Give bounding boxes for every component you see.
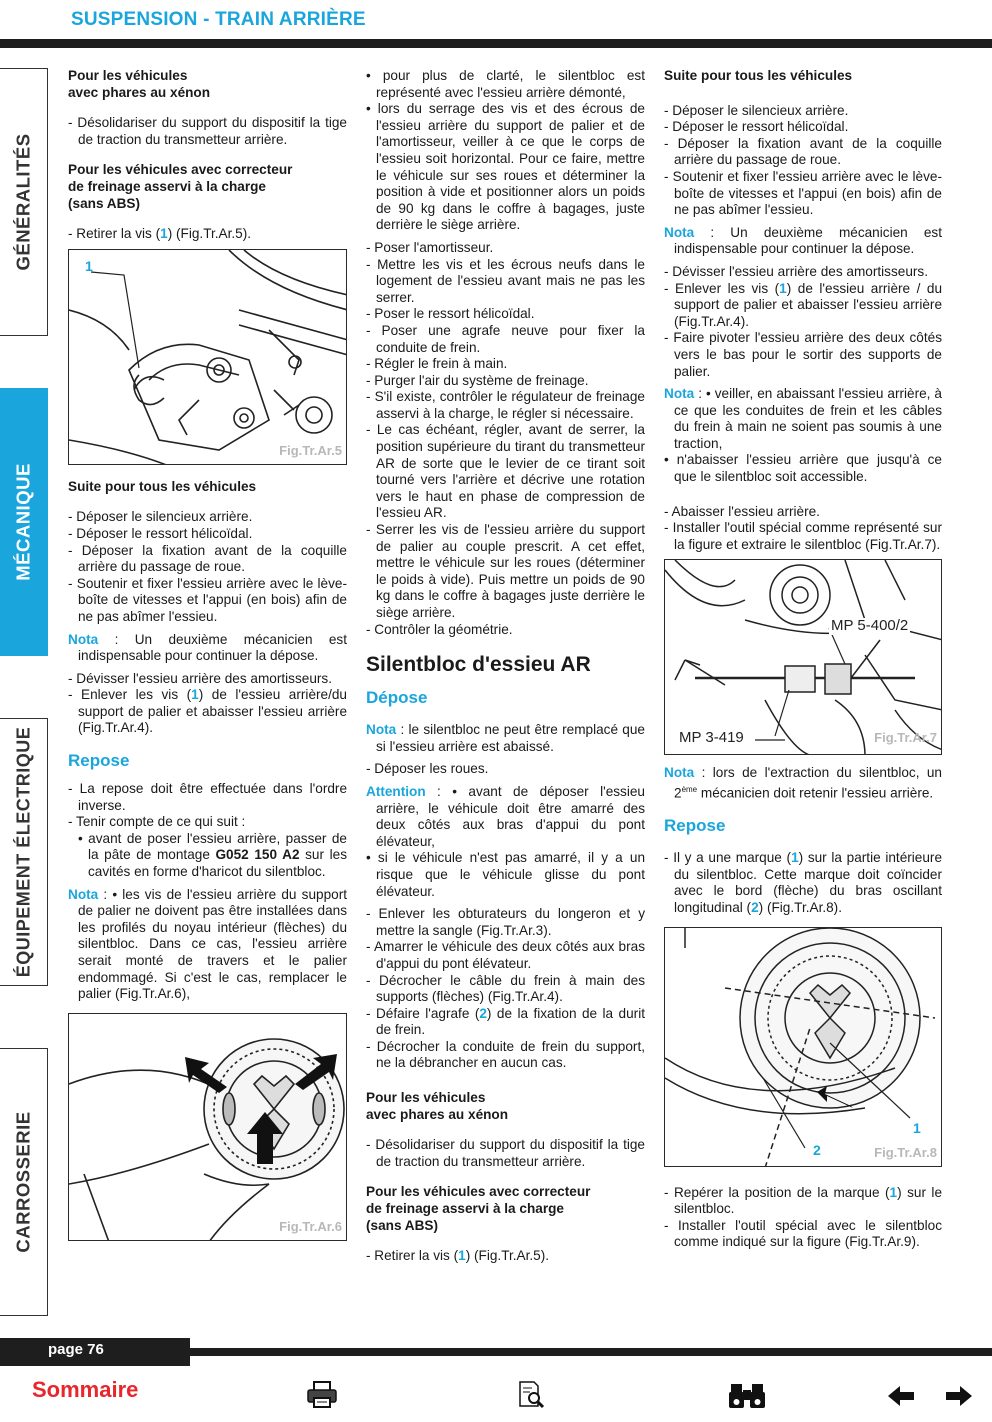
heading-xenon: Pour les véhicules xyxy=(366,1090,486,1106)
sommaire-link[interactable]: Sommaire xyxy=(32,1377,139,1402)
fig8-caption: Fig.Tr.Ar.8 xyxy=(874,1144,937,1160)
page-number: page 76 xyxy=(48,1341,104,1358)
step-pivoter: - Faire pivoter l'essieu arrière des deux côtés vers le bas pour le sortir des supports de palier. xyxy=(664,330,942,379)
step-agrafe: - Défaire l'agrafe (2) de la fixation de la durit de frein. xyxy=(366,1005,645,1038)
heading-correcteur-3: (sans ABS) xyxy=(366,1217,439,1233)
step-9: - Serrer les vis de l'essieu arrière du support de palier au couple prescrit. A cet effet, mettre le véhicule sur les roues (déterminer le poids à vide). Puis mettre un poids de 90 kg dans le coffre à bagages juste derrière le siège arrière. xyxy=(366,522,645,620)
step-4: - Poser une agrafe neuve pour fixer la conduite de frein. xyxy=(366,322,645,355)
heading-repose: Repose xyxy=(68,751,130,771)
figure-tr-ar-6 xyxy=(68,1013,347,1241)
fig7-label-mp-3-419: MP 3-419 xyxy=(679,729,744,747)
nota-vis: Nota : • les vis de l'essieu arrière du support de palier ne doivent pas être installées dans les profilés du noyau intérieur (flèches) du silentbloc. Dans ce cas, l'essieu arrière serait monté de travers et le palier endommagé. Si c'est le cas, remplacer le palier (Fig.Tr.Ar.6), xyxy=(68,886,347,1002)
step-10: - Contrôler la géométrie. xyxy=(366,621,513,637)
bullet-pate: • avant de poser l'essieu arrière, passer de la pâte de montage G052 150 A2 sur les cavités en forme d'haricot du silentbloc. xyxy=(78,830,347,880)
step-devisser: - Dévisser l'essieu arrière des amortisseurs. xyxy=(664,263,928,279)
step-1: - Déposer le silencieux arrière. xyxy=(68,509,253,525)
heading-suite: Suite pour tous les véhicules xyxy=(664,68,853,83)
step-2: - Déposer le ressort hélicoïdal. xyxy=(664,119,849,135)
fig7-caption: Fig.Tr.Ar.7 xyxy=(874,730,937,746)
column-3 xyxy=(664,68,942,1251)
step-obturateurs: - Enlever les obturateurs du longeron et y mettre la sangle (Fig.Tr.Ar.3). xyxy=(366,906,645,938)
figure-tr-ar-7 xyxy=(664,559,942,755)
repose-step-1: - La repose doit être effectuée dans l'ordre inverse. xyxy=(68,781,347,813)
figure-tr-ar-8 xyxy=(664,927,942,1167)
step-3: - Déposer la fixation avant de la coquille arrière du passage de roue. xyxy=(664,135,942,168)
heading-correcteur-3: (sans ABS) xyxy=(68,195,141,211)
side-tab-generalites[interactable] xyxy=(0,68,48,336)
step-amarrer: - Amarrer le véhicule des deux côtés aux bras d'appui du pont élévateur. xyxy=(366,939,645,971)
step-xenon: - Désolidariser du support du dispositif la tige de traction du transmetteur arrière. xyxy=(68,115,347,147)
page-header-title: SUSPENSION - TRAIN ARRIÈRE xyxy=(71,9,366,30)
step-devisser: - Dévisser l'essieu arrière des amortisseurs. xyxy=(68,670,332,686)
heading-silentbloc: Silentbloc d'essieu AR xyxy=(366,653,591,677)
side-tab-label: MÉCANIQUE xyxy=(12,463,34,581)
fig7-illustration xyxy=(665,560,942,755)
header-bar xyxy=(0,39,992,48)
step-1: - Poser l'amortisseur. xyxy=(366,239,494,255)
step-deposer-roues: - Déposer les roues. xyxy=(366,761,489,777)
attention-amarrage: Attention : • avant de déposer l'essieu arrière, le véhicule doit être amarré des deux côtés aux bras d'appui du pont élévateur, xyxy=(366,783,645,849)
bullet-risque: • si le véhicule n'est pas amarré, il y a un risque que le véhicule glisse du pont élévateur. xyxy=(366,850,645,899)
heading-suite: Suite pour tous les véhicules xyxy=(68,478,257,494)
step-3: - Poser le ressort hélicoïdal. xyxy=(366,306,535,322)
step-5: - Régler le frein à main. xyxy=(366,356,508,372)
step-8: - Le cas échéant, régler, avant de serrer, la position supérieure du tirant du transmetteur AR de sorte que le levier de ce tirant soit tourné vers l'arrière et décrive une rotation vers le haut en phase de compression de l'essieu AR. xyxy=(366,422,645,521)
column-2 xyxy=(366,68,645,1265)
nota-mecanicien: Nota : Un deuxième mécanicien est indispensable pour continuer la dépose. xyxy=(68,631,347,664)
step-2: - Déposer le ressort hélicoïdal. xyxy=(68,525,253,541)
heading-correcteur: Pour les véhicules avec correcteur xyxy=(68,162,293,178)
side-tab-carrosserie[interactable] xyxy=(0,1048,48,1316)
column-1 xyxy=(68,68,347,1241)
side-tab-label: ÉQUIPEMENT ÉLECTRIQUE xyxy=(13,726,34,978)
step-2: - Mettre les vis et les écrous neufs dans le logement de l'essieu avant mais ne pas les serrer. xyxy=(366,256,645,305)
bullet-abaisser: • n'abaisser l'essieu arrière que jusqu'à ce que le silentbloc soit accessible. xyxy=(664,452,942,485)
step-enlever-vis: - Enlever les vis (1) de l'essieu arrière / du support de palier et abaisser l'essieu arrière (Fig.Tr.Ar.4). xyxy=(664,280,942,329)
step-marque: - Il y a une marque (1) sur la partie intérieure du silentbloc. Cette marque doit coïncider avec le bord (flèche) du bras oscillant longitudinal (2) (Fig.Tr.Ar.8). xyxy=(664,850,943,915)
binoculars-icon[interactable] xyxy=(728,1380,766,1415)
step-abaisser: - Abaisser l'essieu arrière. xyxy=(664,503,820,519)
nota-conduites: Nota : • veiller, en abaissant l'essieu arrière, à ce que les conduites de frein et les câbles du frein à main ne soient pas soumis à une traction, xyxy=(664,386,942,451)
fig6-caption: Fig.Tr.Ar.6 xyxy=(279,1219,342,1235)
step-7: - S'il existe, contrôler le régulateur de freinage asservi à la charge, le régler si nécessaire. xyxy=(366,389,645,421)
bullet-serrage: • lors du serrage des vis et des écrous de l'essieu arrière du support de palier et de l'amortisseur, veiller à ce que le corps de l'essieu soit horizontal. Pour ce faire, mettre le véhicule sur ses roues et déterminer la position à vide et positionner alors un poids de 90 kg dans le coffre à bagages, juste derrière le siège arrière. xyxy=(366,101,645,233)
fig6-illustration xyxy=(69,1014,347,1241)
fig8-illustration xyxy=(665,928,942,1167)
printer-icon[interactable] xyxy=(306,1380,338,1415)
bullet-clarte: • pour plus de clarté, le silentbloc est représenté avec l'essieu arrière démonté, xyxy=(366,68,645,100)
step-installer-silentbloc: - Installer l'outil spécial avec le silentbloc comme indiqué sur la figure (Fig.Tr.Ar.9). xyxy=(664,1217,942,1250)
step-retirer-vis: - Retirer la vis (1) (Fig.Tr.Ar.5). xyxy=(366,1248,550,1264)
step-enlever-vis: - Enlever les vis (1) de l'essieu arrière/du support de palier et abaisser l'essieu arrière (Fig.Tr.Ar.4). xyxy=(68,687,347,736)
step-reperer: - Repérer la position de la marque (1) sur le silentbloc. xyxy=(664,1184,942,1217)
heading-correcteur-2: de freinage asservi à la charge xyxy=(68,178,266,194)
step-retirer-vis: - Retirer la vis (1) (Fig.Tr.Ar.5). xyxy=(68,226,252,242)
zoom-document-icon[interactable] xyxy=(518,1380,546,1415)
fig5-caption: Fig.Tr.Ar.5 xyxy=(279,443,342,459)
nota-mecanicien: Nota : Un deuxième mécanicien est indispensable pour continuer la dépose. xyxy=(664,224,942,257)
step-4: - Soutenir et fixer l'essieu arrière avec le lève-boîte de vitesses et l'appui (en bois) afin de ne pas abîmer l'essieu. xyxy=(664,168,942,218)
step-installer-outil: - Installer l'outil spécial comme représenté sur la figure et extraire le silentbloc (Fig.Tr.Ar.7). xyxy=(664,520,942,552)
step-decrocher-cable: - Décrocher le câble du frein à main des supports (flèches) (Fig.Tr.Ar.4). xyxy=(366,972,645,1005)
step-1: - Déposer le silencieux arrière. xyxy=(664,102,849,118)
repose-step-2: - Tenir compte de ce qui suit : xyxy=(68,814,246,830)
step-6: - Purger l'air du système de freinage. xyxy=(366,372,589,388)
heading-correcteur: Pour les véhicules avec correcteur xyxy=(366,1184,591,1200)
step-4: - Soutenir et fixer l'essieu arrière avec le lève-boîte de vitesses et l'appui (en bois) afin de ne pas abîmer l'essieu. xyxy=(68,575,347,624)
step-xenon: - Désolidariser du support du dispositif la tige de traction du transmetteur arrière. xyxy=(366,1137,645,1169)
arrow-left-icon[interactable] xyxy=(886,1384,916,1413)
fig8-callout-1: 1 xyxy=(913,1119,921,1136)
fig7-label-mp-5-400-2: MP 5-400/2 xyxy=(831,617,909,635)
nota-extraction: Nota : lors de l'extraction du silentbloc, un 2ème mécanicien doit retenir l'essieu arrière. xyxy=(664,765,942,801)
side-tab-label: CARROSSERIE xyxy=(12,1111,34,1253)
fig5-illustration xyxy=(69,250,347,465)
heading-correcteur-2: de freinage asservi à la charge xyxy=(366,1201,564,1217)
arrow-right-icon[interactable] xyxy=(944,1384,974,1413)
heading-xenon-2: avec phares au xénon xyxy=(68,84,211,100)
fig5-callout-1: 1 xyxy=(85,257,93,274)
heading-xenon-2: avec phares au xénon xyxy=(366,1106,509,1122)
heading-depose: Dépose xyxy=(366,688,428,708)
figure-tr-ar-5 xyxy=(68,249,347,465)
step-decrocher-conduite: - Décrocher la conduite de frein du support, ne la débrancher en aucun cas. xyxy=(366,1038,645,1071)
heading-xenon: Pour les véhicules xyxy=(68,68,188,83)
side-tab-label: GÉNÉRALITÉS xyxy=(12,133,34,271)
side-tab-mecanique[interactable] xyxy=(0,388,48,656)
heading-repose: Repose xyxy=(664,816,726,836)
nota-remplace: Nota : le silentbloc ne peut être remplacé que si l'essieu arrière est abaissé. xyxy=(366,722,645,754)
step-3: - Déposer la fixation avant de la coquille arrière du passage de roue. xyxy=(68,542,347,575)
side-tab-equipement-electrique[interactable] xyxy=(0,718,48,986)
fig8-callout-2: 2 xyxy=(813,1141,821,1158)
